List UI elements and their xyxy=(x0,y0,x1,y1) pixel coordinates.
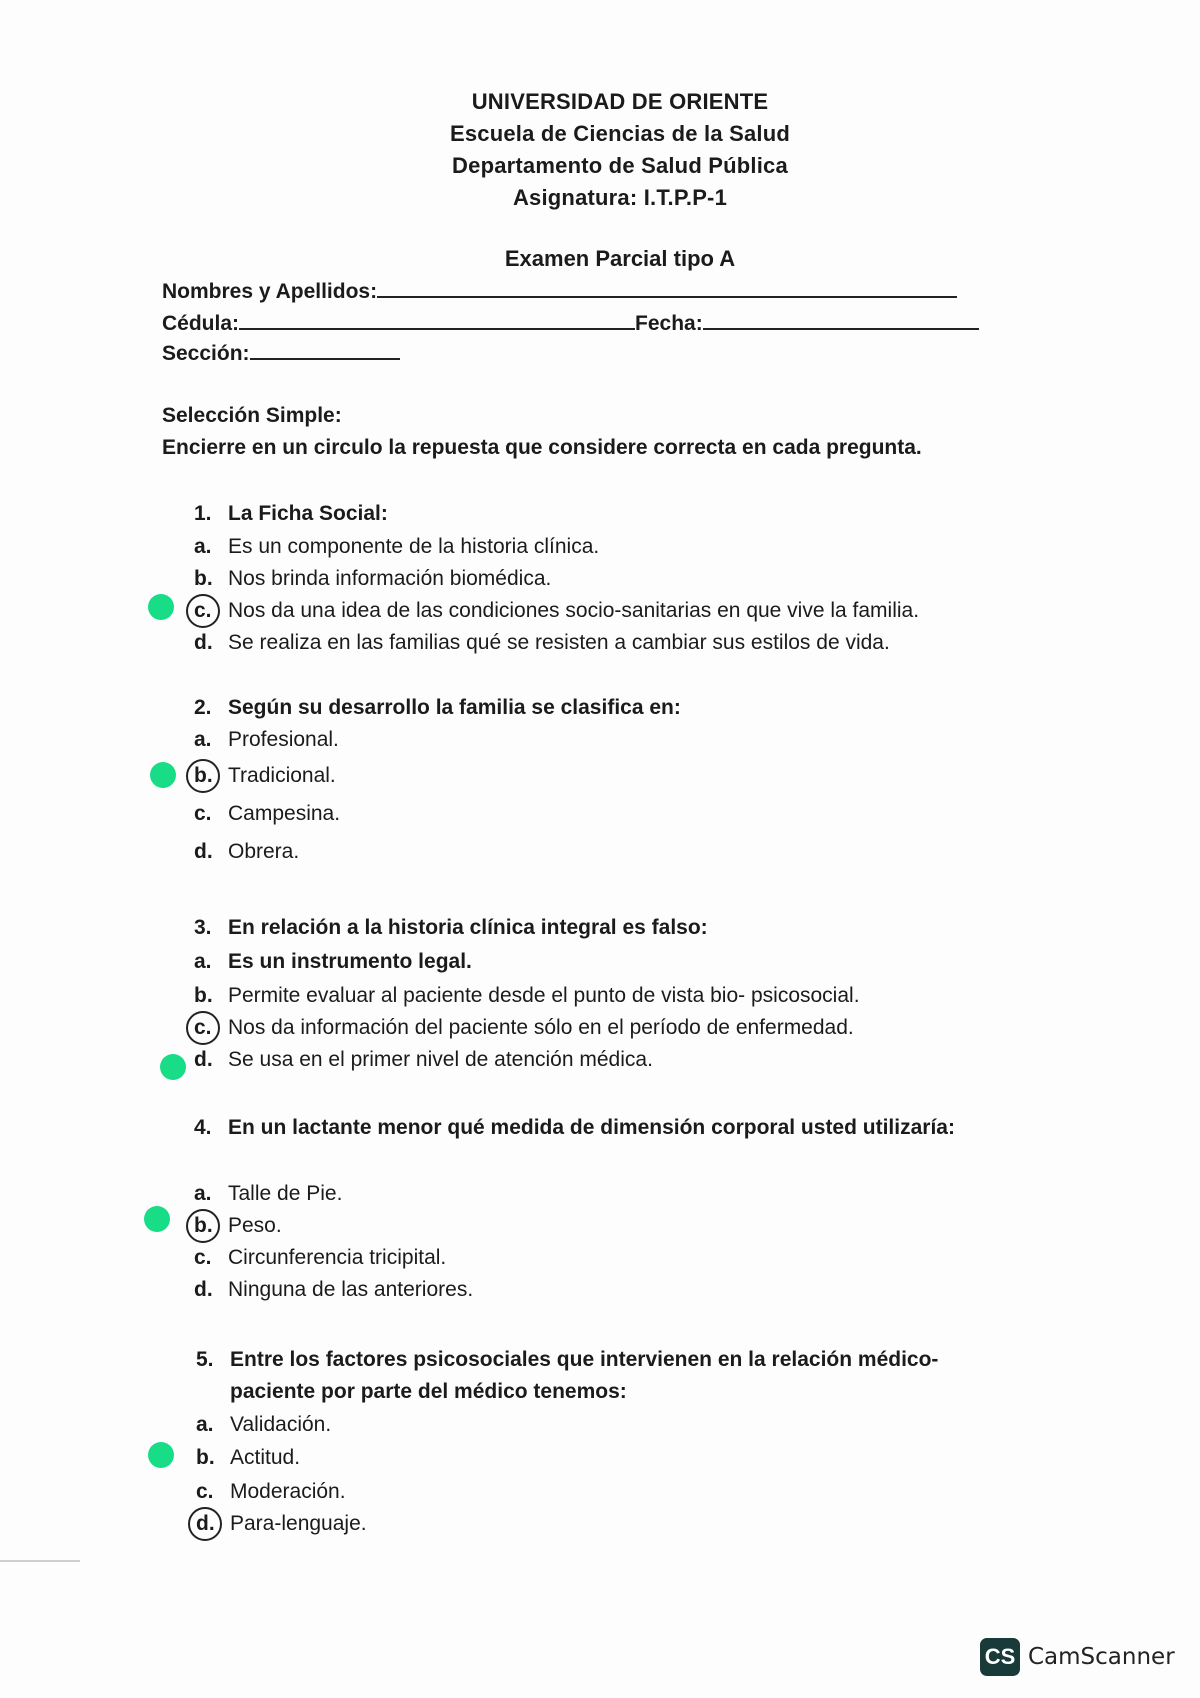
question-5-option-c xyxy=(196,1480,346,1504)
question-text: Según su desarrollo la familia se clasifica en: xyxy=(228,696,681,719)
instructions-heading: Selección Simple: xyxy=(162,404,342,427)
camscanner-logo-icon: CS xyxy=(980,1638,1020,1676)
instructions-text: Encierre en un circulo la repuesta que considere correcta en cada pregunta. xyxy=(162,436,922,459)
option-letter-circled xyxy=(194,764,228,788)
question-3-title xyxy=(194,916,708,940)
question-text: En un lactante menor qué medida de dimensión corporal usted utilizaría: xyxy=(228,1116,955,1139)
section-label: Sección: xyxy=(162,342,250,365)
option-letter: a. xyxy=(194,1182,212,1205)
option-text: Circunferencia tricipital. xyxy=(228,1246,447,1269)
question-number: 2. xyxy=(194,696,212,719)
question-5-option-d xyxy=(196,1512,367,1536)
option-letter-circled xyxy=(196,1512,230,1536)
option-text: Validación. xyxy=(230,1413,332,1436)
option-letter: c. xyxy=(194,802,212,825)
question-text: En relación a la historia clínica integral es falso: xyxy=(228,916,708,939)
question-4-title xyxy=(194,1116,955,1140)
camscanner-watermark xyxy=(980,1638,1175,1676)
option-letter: c. xyxy=(194,599,212,622)
question-3-option-a xyxy=(194,950,472,974)
option-text: Es un instrumento legal. xyxy=(228,950,472,973)
date-blank xyxy=(703,310,979,330)
option-letter: d. xyxy=(194,1278,213,1301)
circled-answer-mark xyxy=(186,759,220,793)
question-1-title xyxy=(194,502,388,526)
section-blank xyxy=(250,340,400,360)
option-text: Talle de Pie. xyxy=(228,1182,343,1205)
question-2-option-b xyxy=(194,764,336,788)
option-letter: d. xyxy=(194,840,213,863)
question-number: 4. xyxy=(194,1116,212,1139)
option-letter: b. xyxy=(194,567,213,590)
option-text: Se realiza en las familias qué se resisten a cambiar sus estilos de vida. xyxy=(228,631,890,654)
department-name: Departamento de Salud Pública xyxy=(452,153,788,178)
question-4-option-a xyxy=(194,1182,342,1206)
option-letter-circled xyxy=(194,599,228,623)
option-text: Nos da información del paciente sólo en el período de enfermedad. xyxy=(228,1016,854,1039)
circled-answer-mark xyxy=(186,1011,220,1045)
question-4-option-b xyxy=(194,1214,282,1238)
question-3-option-b xyxy=(194,984,860,1008)
option-letter: c. xyxy=(196,1480,214,1503)
option-letter: c. xyxy=(194,1016,212,1039)
question-2-option-c xyxy=(194,802,340,826)
scan-edge-line xyxy=(0,1560,80,1562)
option-letter: a. xyxy=(194,728,212,751)
question-4-option-c xyxy=(194,1246,446,1270)
names-label: Nombres y Apellidos: xyxy=(162,280,378,303)
option-text: Ninguna de las anteriores. xyxy=(228,1278,474,1301)
question-number: 1. xyxy=(194,502,212,525)
section-field xyxy=(162,340,400,366)
camscanner-name: CamScanner xyxy=(1028,1644,1175,1670)
option-letter: b. xyxy=(194,764,213,787)
question-2-option-a xyxy=(194,728,339,752)
question-5-option-a xyxy=(196,1413,331,1437)
option-text: Para-lenguaje. xyxy=(230,1512,367,1535)
option-letter: a. xyxy=(194,950,212,973)
circled-answer-mark xyxy=(186,594,220,628)
document-header xyxy=(0,86,1200,214)
green-marker-dot xyxy=(148,1442,174,1468)
green-marker-dot xyxy=(144,1206,170,1232)
option-text: Se usa en el primer nivel de atención médica. xyxy=(228,1048,653,1071)
green-marker-dot xyxy=(150,762,176,788)
option-text: Obrera. xyxy=(228,840,300,863)
question-number: 3. xyxy=(194,916,212,939)
id-label: Cédula: xyxy=(162,312,240,335)
question-1-option-c xyxy=(194,599,919,623)
question-1-option-d xyxy=(194,631,890,655)
question-number: 5. xyxy=(196,1348,214,1371)
option-text: Moderación. xyxy=(230,1480,346,1503)
id-blank xyxy=(239,310,635,330)
option-letter: b. xyxy=(196,1446,215,1469)
option-letter: a. xyxy=(194,535,212,558)
names-blank xyxy=(377,278,957,298)
school-name: Escuela de Ciencias de la Salud xyxy=(449,121,790,146)
option-letter: d. xyxy=(194,1048,213,1071)
option-letter: c. xyxy=(194,1246,212,1269)
question-2-title xyxy=(194,696,681,720)
question-5-option-b xyxy=(196,1446,300,1470)
question-3-option-c xyxy=(194,1016,854,1040)
option-text: Nos brinda información biomédica. xyxy=(228,567,552,590)
question-text: La Ficha Social: xyxy=(228,502,388,525)
option-letter: a. xyxy=(196,1413,214,1436)
question-4-option-d xyxy=(194,1278,473,1302)
option-letter: d. xyxy=(194,631,213,654)
option-letter: b. xyxy=(194,1214,213,1237)
option-text: Permite evaluar al paciente desde el punto de vista bio- psicosocial. xyxy=(228,984,860,1007)
green-marker-dot xyxy=(148,594,174,620)
subject-name: Asignatura: I.T.P.P-1 xyxy=(512,185,728,210)
date-label: Fecha: xyxy=(635,312,703,335)
circled-answer-mark xyxy=(188,1507,222,1541)
names-field xyxy=(162,278,957,304)
university-name: UNIVERSIDAD DE ORIENTE xyxy=(471,89,769,114)
circled-answer-mark xyxy=(186,1209,220,1243)
question-1-option-b xyxy=(194,567,551,591)
option-text: Actitud. xyxy=(230,1446,301,1469)
option-letter-circled xyxy=(194,1214,228,1238)
green-marker-dot xyxy=(160,1054,186,1080)
exam-title: Examen Parcial tipo A xyxy=(504,246,736,271)
option-text: Peso. xyxy=(228,1214,282,1237)
question-1-option-a xyxy=(194,535,599,559)
option-text: Es un componente de la historia clínica. xyxy=(228,535,600,558)
option-text: Campesina. xyxy=(228,802,341,825)
option-letter-circled xyxy=(194,1016,228,1040)
question-3-option-d xyxy=(194,1048,653,1072)
question-text: Entre los factores psicosociales que intervienen en la relación médico- xyxy=(230,1348,939,1371)
option-text: Tradicional. xyxy=(228,764,336,787)
option-text: Profesional. xyxy=(228,728,339,751)
id-date-field xyxy=(162,310,979,336)
question-5-title-line2: paciente por parte del médico tenemos: xyxy=(230,1380,627,1403)
question-2-option-d xyxy=(194,840,299,864)
option-text: Nos da una idea de las condiciones socio-sanitarias en que vive la familia. xyxy=(228,599,920,622)
option-letter: d. xyxy=(196,1512,215,1535)
option-letter: b. xyxy=(194,984,213,1007)
question-5-title xyxy=(196,1348,938,1372)
